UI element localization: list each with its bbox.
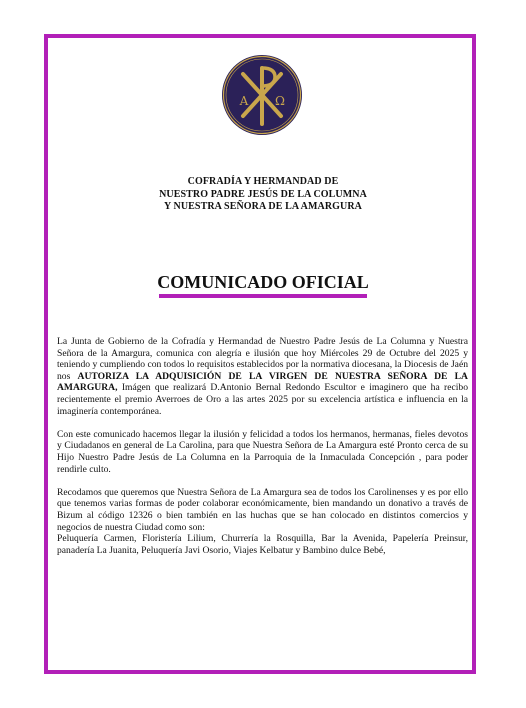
paragraph-donations: Recodamos que queremos que Nuestra Señora de La Amargura sea de todos los Carolinenses y es por ello que tenemos varias formas de poder colaborar económicamente, bien mandando un donativo a través de Bizum al código 12326 o bien también en las huchas que se han colocado en distintos comercios y negocios de nuestra Ciudad como son:: [57, 486, 468, 533]
paragraph-1-text-a: La Junta de Gobierno de la Cofradía y Hermandad de Nuestro Padre Jesús de La Columna y Nuestra Señora de la Amargura, comunica con alegría e ilusión que hoy Miércoles 29 de Octubre del 2025 y teniendo y cumpliendo con todos lo requisitos establecidos por la normativa diocesana, la Diocesis de Jaén nos: [57, 336, 468, 382]
paragraph-businesses: Peluquería Carmen, Floristería Lilium, Churrería la Rosquilla, Bar la Avenida, Papelería Preinsur, panadería La Juanita, Peluquería Javi Osorio, Viajes Kelbatur y Bambino dulce Bebé,: [57, 533, 468, 556]
communique-body: [57, 336, 468, 568]
paragraph-announcement: [57, 336, 468, 417]
header-line-3: Y NUESTRA SEÑORA DE LA AMARGURA: [163, 201, 363, 212]
paragraph-1-bold: AUTORIZA LA ADQUISICIÓN DE LA VIRGEN DE NUESTRA SEÑORA DE LA AMARGURA,: [57, 370, 468, 394]
chi-rho-emblem: [221, 54, 303, 136]
header-line-1: COFRADÍA Y HERMANDAD DE: [187, 176, 339, 187]
alpha-letter: A: [239, 94, 249, 108]
title-underline: [159, 294, 367, 298]
header-line-2: NUESTRO PADRE JESÚS DE LA COLUMNA: [159, 188, 367, 200]
omega-letter: Ω: [275, 94, 285, 108]
brotherhood-header: [100, 176, 426, 214]
page-title: COMUNICADO OFICIAL: [157, 272, 369, 292]
paragraph-1-text-b: Imágen que realizará D.Antonio Bernal Redondo Escultor e imaginero que ha recibo recientemente el premio Averroes de Oro a las artes 2025 por su excelencia artística e influencia en la imaginería contemporánea.: [57, 382, 468, 417]
paragraph-message: Con este comunicado hacemos llegar la ilusión y felicidad a todos los hermanos, hermanas, fieles devotos y Ciudadanos en general de La Carolina, para que Nuestra Señora de La Amargura esté Pronto cerca de su Hijo Nuestro Padre Jesús de La Columna en la Parroquia de la Inmaculada Concepción , para poder rendirle culto.: [57, 428, 468, 475]
